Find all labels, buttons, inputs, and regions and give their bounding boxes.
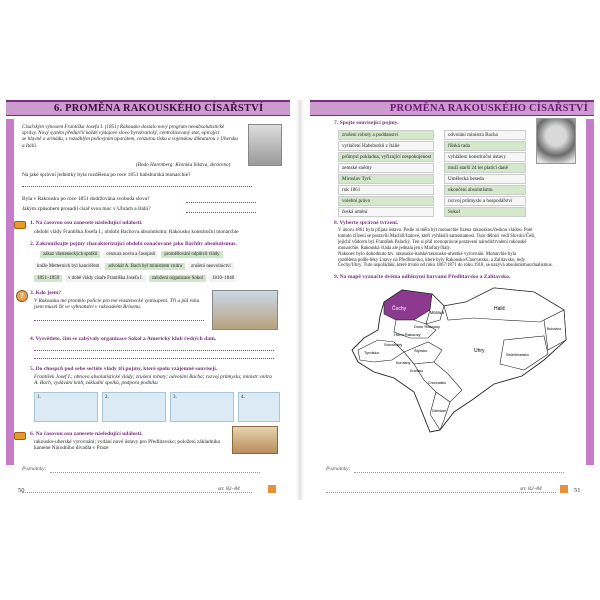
emperor-portrait [248, 124, 282, 166]
galicia-region[interactable] [444, 288, 564, 322]
task-2-row-2 [34, 263, 234, 270]
map-label: Tyrolsko [364, 350, 379, 355]
task-5-title: 5. Do chospců pod sebe sečtěte vlády tří pojmy, které spolu vzájemně souvisejí. [30, 366, 218, 372]
map-label: Chorvatsko [428, 381, 447, 385]
task-7-title: 7. Spojte související pojmy. [334, 120, 399, 126]
match-right-item[interactable]: odvolání ministra Bacha [444, 130, 526, 140]
answer-line[interactable] [34, 358, 274, 359]
left-sidebar [6, 119, 14, 465]
match-left-item[interactable]: volební právo [338, 196, 434, 206]
concept-chip[interactable]: kníže Metternich byl kancléřem [34, 263, 102, 270]
match-right-item[interactable]: ukončení absolutismu [444, 185, 526, 195]
question-2: Byla v Rakousku po roce 1851 dodržována svoboda slova? [22, 196, 150, 202]
question-3: Jakým způsobem prosadil císař svou moc v Uhrách a Itálii? [22, 206, 151, 212]
task-6-title: 6. Na časovou osu zanesete následující události. [30, 431, 143, 437]
answer-box[interactable] [238, 392, 280, 422]
answer-box[interactable] [102, 392, 166, 422]
national-theatre-image [232, 426, 278, 454]
concept-chip[interactable]: 1810–1848 [209, 275, 237, 282]
concept-chip[interactable]: v době vlády císaře Františka Josefa I. [65, 275, 146, 282]
task-8-title: 8. Vyberte správné tvrzení. [334, 220, 399, 226]
left-page-title: 6. PROMĚNA RAKOUSKÉHO CÍSAŘSTVÍ [54, 103, 264, 114]
match-left-item[interactable]: rok 1861 [338, 185, 434, 195]
match-right-item[interactable]: říšská rada [444, 141, 526, 151]
box-number: 2. [105, 395, 109, 400]
intro-line: a Itálii. [22, 142, 38, 149]
concept-chip[interactable]: proměňování odpůrců vlády [161, 251, 222, 258]
map-label: Kraňsko [410, 369, 424, 373]
match-right-item[interactable]: Sokol [444, 207, 526, 217]
answer-line[interactable] [186, 212, 256, 213]
task-2-row-1 [40, 251, 223, 258]
answer-line[interactable] [34, 350, 274, 351]
intro-reference: (Bodo Harenberg: Kronika lidstva, zkráceno) [136, 162, 231, 168]
match-left-item[interactable]: zrušení roboty a poddanství [338, 130, 434, 140]
match-left-item[interactable]: česká umění [338, 207, 434, 217]
intro-line: Císařským výnosem Františka Josefa I. (1851) Rakousko dostalo nový program neoabsolutistické [22, 124, 225, 130]
left-title-bar [6, 100, 290, 116]
task-2-row-3 [34, 275, 237, 282]
task-6-body: rakousko-uherské vyrovnání; vydání nové ústavy pro Předlitavsko; položení základního kamene Národního divadla v Praze [34, 439, 221, 452]
map-label: Bukovina [547, 327, 561, 331]
map-label: Čechy [392, 306, 407, 312]
notes-label: Poznámky: [22, 466, 47, 472]
intro-text [22, 124, 242, 160]
notes-line[interactable] [50, 472, 260, 473]
historical-illustration [212, 290, 278, 330]
task-8-line: jejichž vůdcem byl František Palacký. Ten si přál rovnoprávné postavení národů/trvalení rakouské [338, 239, 527, 245]
right-sidebar [586, 119, 594, 465]
box-number: 3. [173, 395, 177, 400]
map-label: Morava [430, 310, 444, 315]
answer-box[interactable] [170, 392, 234, 422]
page-reference: str. 82–84 [218, 486, 240, 492]
task-1-body: období vlády Františka Josefa I.; období Bachova absolutismu; Rakousko konstituční monarchie [34, 229, 239, 235]
match-left-item[interactable]: průmysl pokladna, vyřizující nespokojenost [338, 152, 434, 162]
task-2-title: 2. Zakroužkujte pojmy charakterizující období označované jako Bachův absolutismus. [30, 241, 237, 247]
task-3-body: V Rakousku mé proniklo policie pro mé vlastenecké vystoupení. Tři a půl roku jsem musel žít ve vyhnanství v rakouském Brixenu. [34, 298, 200, 311]
task-8-line: Nakonec bylo dohodnuto tzv. rakousko-italské/rakousko-uherské vyrovnání. Monarchie byla [338, 251, 517, 257]
map-label: Horní Rakousy [394, 332, 421, 337]
page-number: 51 [574, 487, 581, 494]
box-number: 1. [37, 395, 41, 400]
treasure-chest-icon [14, 221, 26, 229]
intro-line: se hlavně o armádu, s rozsáhlým policejním aparátem, cenzurou tisku a vojenskou diktaturou v Uhersku [22, 136, 238, 143]
match-right-item[interactable]: rozvoj průmyslu a hospodářství [444, 196, 526, 206]
right-title-bar [310, 100, 594, 116]
answer-line[interactable] [34, 320, 204, 321]
map-label: Uhry [474, 348, 485, 354]
match-right-item[interactable]: vyhlášení konstituční ústavy [444, 152, 526, 162]
map-label: Sedmihradsko [506, 353, 529, 357]
page-number: 50 [18, 487, 25, 494]
concept-chip[interactable]: advokát A. Bach byl ministrem vnitra [105, 263, 185, 270]
question-mark-icon: ? [16, 290, 28, 302]
notes-line[interactable] [354, 472, 564, 473]
task-8-line: tomuto zřízení se postavili Maďaři/Italové, kteří vyhlásili samostatnost. Tuto dělnici vedl Slováci/Češi, [338, 233, 536, 239]
book-spine [296, 100, 304, 500]
answer-line[interactable] [22, 186, 252, 187]
match-left-item[interactable]: Miroslav Tyrš [338, 174, 434, 184]
question-1: Na jaké správní jednotky byla rozdělena po roce 1851 habsburská monarchie? [22, 172, 191, 178]
answer-box[interactable] [34, 392, 98, 422]
match-left-item[interactable]: zemské sněmy [338, 163, 434, 173]
concept-chip[interactable]: cenzura novin a časopisů [103, 251, 158, 258]
match-left-item[interactable]: vytlačení Habsburků z Itálie [338, 141, 434, 151]
concept-chip[interactable]: zákaz vlasteneckých spolků [40, 251, 100, 258]
task-5-body: František Josef I.; obnova absolutistické vlády; zrušení roboty; odvolání Bacha; rozvoj průmyslu; ministr vnitra A. Bach, vydávání knih, základní spolků, podpora podniku [34, 374, 272, 387]
notes-line[interactable] [326, 492, 556, 493]
concept-chip[interactable]: založení organizace Sokol [149, 275, 206, 282]
page-reference: str. 82–84 [520, 486, 542, 492]
left-page [6, 100, 290, 500]
map-label: Korutany [396, 361, 411, 365]
task-8-line: Čechy/Uhry. Tuto uspořádání, které trvalo od roku 1867/1871 do roku 1918, se nazývá absolutismus/dualismus. [338, 263, 553, 269]
task-8-line: V únoru 1861 byla přijata ústava. Podle ní měla být monarchie řízena rakouskou/českou vládou. Poté [338, 228, 533, 233]
box-number: 4. [241, 395, 245, 400]
right-page [310, 100, 594, 500]
task-8-line: rozdělena podle řeky Litavy na Předlitavsko, které byly Rakousko/Chorvatsko, a Zalitavsko, tedy [338, 257, 526, 263]
concept-chip[interactable]: 1851–1859 [34, 275, 62, 282]
map-label: Dolní Rakousy [414, 324, 441, 329]
task-3-title: 3. Kdo jsem? [30, 290, 62, 296]
intro-line: správy. Nový systém předurčil každé výdajové slovo byrokratický, centralizovaný stát, opírající [22, 130, 220, 137]
answer-line[interactable] [186, 202, 256, 203]
match-right-item[interactable]: muži starší 24 let platící daně [444, 163, 526, 173]
map-label: Štýrsko [414, 348, 428, 353]
task-8-body [338, 228, 584, 269]
task-9-title: 9. Na mapě vyznačte dvěma odlišnými barvami Předlitavsko a Zalitavsko. [334, 274, 511, 280]
map-label: Halič [494, 306, 506, 312]
book-icon [560, 485, 568, 493]
task-8-line: monarchie. Rakouská vláda ale jednala jen s Maďary/Italy. [338, 245, 451, 251]
austria-hungary-map[interactable] [344, 280, 580, 438]
concept-chip[interactable]: zrušení neovolnictví [188, 263, 234, 270]
right-page-title: PROMĚNA RAKOUSKÉHO CÍSAŘSTVÍ [389, 103, 588, 114]
task-4-title: 4. Vysvětlete, čím se zabývaly organizace Sokol a Americký klub českých dam. [30, 336, 217, 342]
task-1-title: 1. Na časovou osu zanesete následující události. [30, 220, 143, 226]
match-right-item[interactable]: Umělecká beseda [444, 174, 526, 184]
matching-grid [338, 130, 526, 217]
notes-label: Poznámky: [326, 466, 351, 472]
book-icon [268, 485, 276, 493]
map-label: Dalmácie [432, 409, 447, 413]
map-label: Solnohrady [384, 343, 403, 347]
treasure-chest-icon [14, 432, 26, 440]
notes-line[interactable] [22, 492, 252, 493]
politician-portrait [536, 118, 576, 164]
